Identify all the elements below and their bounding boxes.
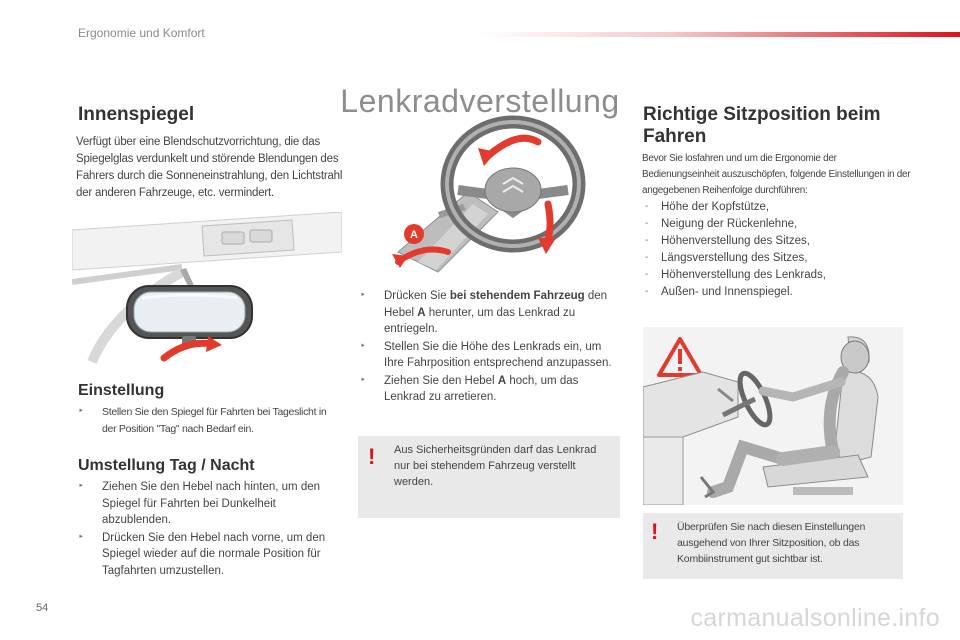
triangle-bullet-icon: ‣ xyxy=(78,481,84,492)
umstellung-list xyxy=(78,479,338,580)
list-item: - Längsverstellung des Sitzes, xyxy=(645,252,808,264)
section-header: Ergonomie und Komfort xyxy=(78,26,205,40)
page-title: Lenkradverstellung xyxy=(340,83,620,120)
einstellung-list xyxy=(78,404,340,439)
page-number: 54 xyxy=(36,602,49,614)
mirror-illustration xyxy=(72,212,342,372)
list-item: ‣ Drücken Sie den Hebel nach vorne, um den Spiegel wieder auf die normale Position für Tagfahrten umzustellen. xyxy=(78,531,326,577)
triangle-bullet-icon: ‣ xyxy=(360,290,366,301)
innenspiegel-heading: Innenspiegel xyxy=(78,104,195,125)
list-item: ‣ Drücken Sie bei stehendem Fahrzeug den Hebel A herunter, um das Lenkrad zu entriegeln. xyxy=(360,290,608,335)
list-item: - Höhenverstellung des Sitzes, xyxy=(645,235,810,247)
list-item: - Höhe der Kopfstütze, xyxy=(645,201,770,213)
triangle-bullet-icon: ‣ xyxy=(78,406,84,417)
sitzposition-heading: Richtige Sitzposition beim Fahren xyxy=(643,104,881,147)
lenkrad-warning-text: Aus Sicherheitsgründen darf das Lenkrad nur bei stehendem Fahrzeug verstellt werden. xyxy=(394,444,597,488)
umstellung-heading: Umstellung Tag / Nacht xyxy=(78,457,255,474)
triangle-bullet-icon: ‣ xyxy=(78,531,84,543)
list-item: - Außen- und Innenspiegel. xyxy=(645,286,793,298)
lenkrad-warning-box xyxy=(358,436,620,518)
triangle-bullet-icon: ‣ xyxy=(360,374,366,386)
steering-wheel-illustration xyxy=(378,112,590,274)
exclamation-icon: ! xyxy=(651,519,659,544)
innenspiegel-intro: Verfügt über eine Blendschutzvorrichtung, die das Spiegelglas verdunkelt und störende Blendungen des Fahrers durch die Sonneneinstrahlung, den Lichtstrahl der anderen Fahrzeuge, etc. vermindert. xyxy=(76,136,343,199)
driver-position-illustration xyxy=(643,327,903,505)
list-item: - Höhenverstellung des Lenkrads, xyxy=(645,269,826,281)
sitzposition-list xyxy=(645,199,915,301)
list-item: ‣ Ziehen Sie den Hebel A hoch, um das Lenkrad zu arretieren. xyxy=(360,374,579,403)
triangle-bullet-icon: ‣ xyxy=(360,340,366,352)
list-item: ‣ Ziehen Sie den Hebel nach hinten, um den Spiegel für Fahrten bei Dunkelheit abzublenden. xyxy=(78,481,321,526)
exclamation-icon: ! xyxy=(368,444,376,469)
list-item: ‣ Stellen Sie die Höhe des Lenkrads ein, um Ihre Fahrposition entsprechend anzupassen. xyxy=(360,340,612,369)
einstellung-heading: Einstellung xyxy=(78,382,165,399)
lever-a-label: A xyxy=(410,229,418,241)
watermark: carmanualsonline.info xyxy=(690,604,940,632)
sitzposition-warning-text: Überprüfen Sie nach diesen Einstellungen ausgehend von Ihrer Sitzposition, ob das Kombiinstrument gut sichtbar ist. xyxy=(677,521,866,565)
sitzposition-intro: Bevor Sie losfahren und um die Ergonomie der Bedienungseinheit auszuschöpfen, folgende Einstellungen in der angegebenen Reihenfolge durchführen: xyxy=(642,153,911,196)
header-accent-bar xyxy=(480,32,960,37)
lenkrad-steps-list xyxy=(360,288,616,407)
list-item: ‣ Stellen Sie den Spiegel für Fahrten bei Tageslicht in der Position "Tag" nach Bedarf ein. xyxy=(78,406,327,435)
list-item: - Neigung der Rückenlehne, xyxy=(645,218,798,230)
sitzposition-warning-box xyxy=(643,513,903,579)
